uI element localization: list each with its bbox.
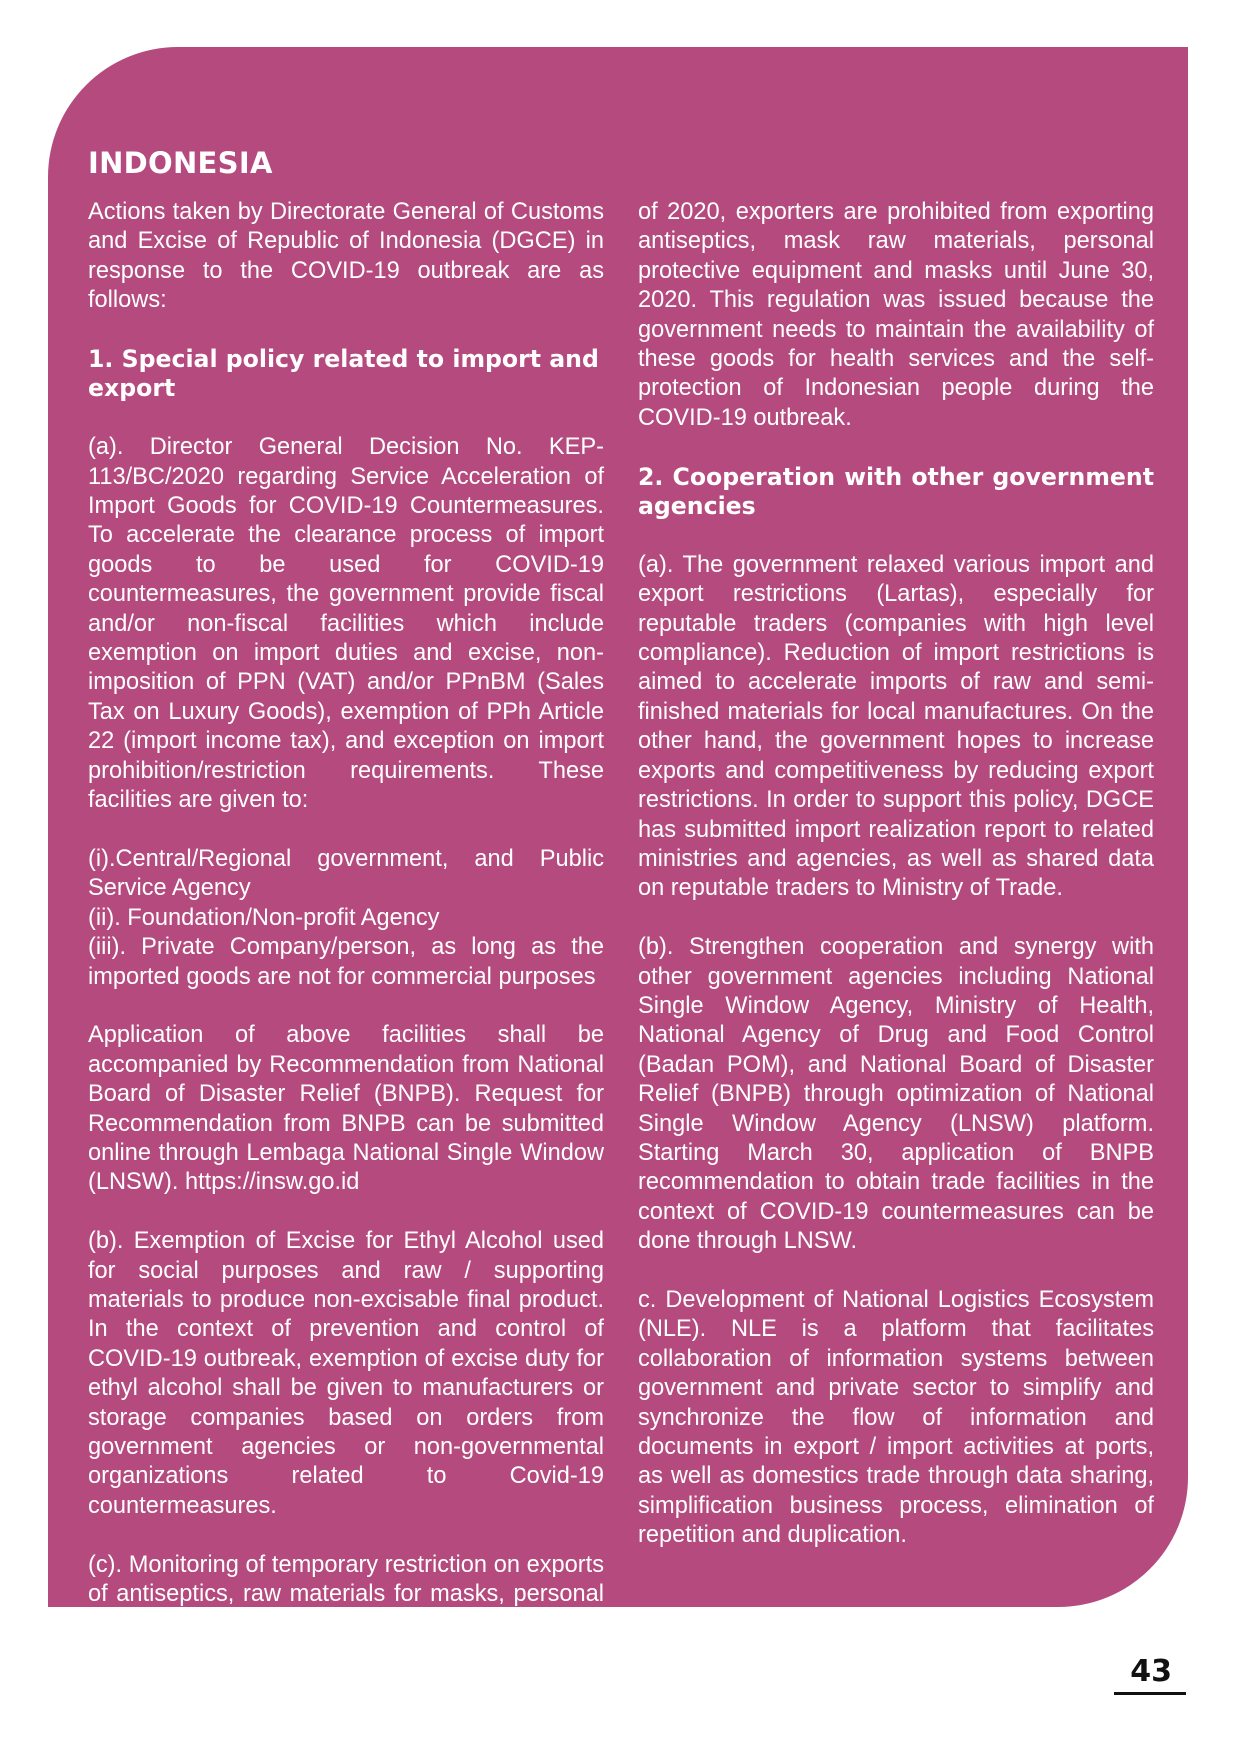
section-2-item-a: (a). The government relaxed various import and export restrictions (Lartas), especially for reputable traders (companies with high level compliance). Reduction of import restrictions is aimed to accelerate imports of raw and semi-finished materials for local manufactures. On the other hand, the government hopes to increase exports and competitiveness by reducing export restrictions. In order to support this policy, DGCE has submitted import realization report to related ministries and agencies, as well as shared data on reputable traders to Ministry of Trade. <box>638 551 1154 902</box>
beneficiary-item-ii: (ii). Foundation/Non-profit Agency <box>88 904 440 931</box>
page-number: 43 <box>1130 1654 1172 1689</box>
section-2-item-b: (b). Strengthen cooperation and synergy with other government agencies including National Single Window Agency, Ministry of Health, National Agency of Drug and Food Control (Badan POM), and National Board of Disaster Relief (BNPB) through optimization of National Single Window Agency (LNSW) platform. Starting March 30, application of BNPB recommendation to obtain trade facilities in the context of COVID-19 countermeasures can be done through LNSW. <box>638 934 1154 1255</box>
section-2-heading: 2. Cooperation with other government agencies <box>638 462 1154 521</box>
page-title: INDONESIA <box>88 146 273 180</box>
intro-paragraph: Actions taken by Directorate General of Customs and Excise of Republic of Indonesia (DGCE) in response to the COVID-19 outbreak are as follows: <box>88 199 604 314</box>
section-2-item-c: c. Development of National Logistics Ecosystem (NLE). NLE is a platform that facilitates collaboration of information systems between government and private sector to simplify and synchronize the flow of information and documents in export / import activities at ports, as well as domestics trade through data sharing, simplification business process, elimination of repetition and duplication. <box>638 1286 1154 1549</box>
section-1-item-a: (a). Director General Decision No. KEP-113/BC/2020 regarding Service Acceleration of Import Goods for COVID-19 Countermeasures. To accelerate the clearance process of import goods to be used for COVID-19 countermeasures, the government provide fiscal and/or non-fiscal facilities which include exemption on import duties and excise, non-imposition of PPN (VAT) and/or PPnBM (Sales Tax on Luxury Goods), exemption of PPh Article 22 (import income tax), and exception on import prohibition/restriction requirements. These facilities are given to: <box>88 434 604 814</box>
section-1-item-c-start: (c). Monitoring of temporary restriction on exports of antiseptics, raw materials for masks, personal protective equipment and masks. According to Minister of Trade Regulation No. 23 <box>88 1551 604 1666</box>
left-column <box>88 198 604 1698</box>
page-number-underline <box>1114 1692 1186 1695</box>
section-1-item-c-continued: of 2020, exporters are prohibited from exporting antiseptics, mask raw materials, personal protective equipment and masks until June 30, 2020. This regulation was issued because the government needs to maintain the availability of these goods for health services and the self-protection of Indonesian people during the COVID-19 outbreak. <box>638 199 1154 431</box>
section-1-item-b: (b). Exemption of Excise for Ethyl Alcohol used for social purposes and raw / supporting materials to produce non-excisable final product. In the context of prevention and control of COVID-19 outbreak, exemption of excise duty for ethyl alcohol shall be given to manufacturers or storage companies based on orders from government agencies or non-governmental organizations related to Covid-19 countermeasures. <box>88 1228 604 1519</box>
beneficiary-item-i: (i).Central/Regional government, and Public Service Agency <box>88 845 604 902</box>
right-column <box>638 198 1154 1580</box>
beneficiary-item-iii: (iii). Private Company/person, as long as the imported goods are not for commercial purposes <box>88 934 604 990</box>
application-paragraph: Application of above facilities shall be accompanied by Recommendation from National Board of Disaster Relief (BNPB). Request for Recommendation from BNPB can be submitted online through Lembaga National Single Window (LNSW). https://insw.go.id <box>88 1022 604 1196</box>
section-1-heading: 1. Special policy related to import and export <box>88 345 599 403</box>
